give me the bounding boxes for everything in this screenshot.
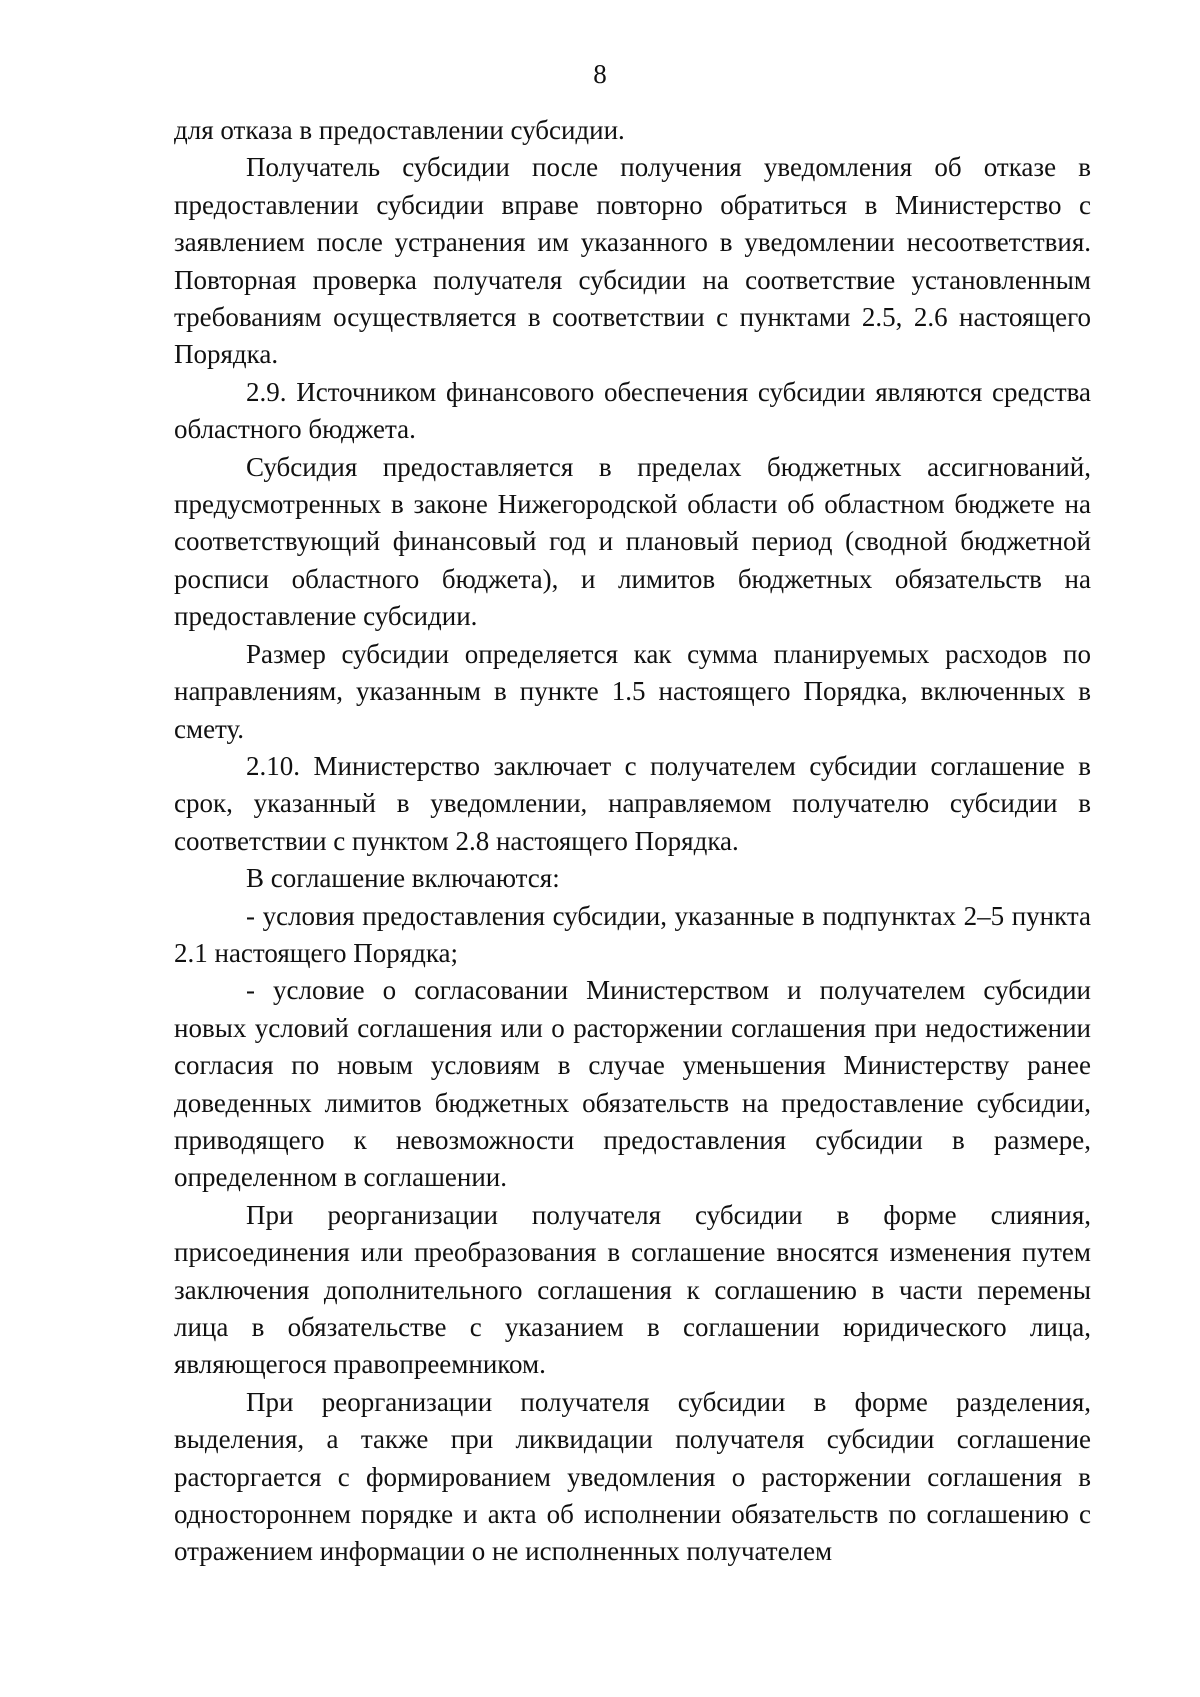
document-body — [174, 112, 1091, 1571]
paragraph-budget-limits: Субсидия предоставляется в пределах бюджетных ассигнований, предусмотренных в законе Нижегородской области об областном бюджете на соответствующий финансовый год и плановый период (сводной бюджетной росписи областного бюджета), и лимитов бюджетных обязательств на предоставление субсидии. — [174, 451, 1091, 632]
paragraph-repeat-application: Получатель субсидии после получения уведомления об отказе в предоставлении субсидии вправе повторно обратиться в Министерство с заявлением после устранения им указанного в уведомлении несоответствия. Повторная проверка получателя субсидии на соответствие установленным требованиям осуществляется в соответствии с пунктами 2.5, 2.6 настоящего Порядка. — [174, 152, 1091, 370]
paragraph-2-9-funding-source: 2.9. Источником финансового обеспечения субсидии являются средства областного бюджета. — [174, 376, 1091, 445]
paragraph-2-10-agreement: 2.10. Министерство заключает с получателем субсидии соглашение в срок, указанный в уведомлении, направляемом получателю субсидии в соответствии с пунктом 2.8 настоящего Порядка. — [174, 750, 1091, 856]
paragraph-continuation: для отказа в предоставлении субсидии. — [174, 115, 625, 145]
paragraph-subsidy-amount: Размер субсидии определяется как сумма планируемых расходов по направлениям, указанным в пункте 1.5 настоящего Порядка, включенных в смету. — [174, 638, 1091, 744]
page-number: 8 — [593, 59, 607, 89]
list-item-conditions: - условия предоставления субсидии, указанные в подпунктах 2–5 пункта 2.1 настоящего Порядка; — [174, 900, 1091, 968]
paragraph-agreement-includes: В соглашение включаются: — [246, 863, 560, 894]
list-item-new-conditions: - условие о согласовании Министерством и получателем субсидии новых условий соглашения или о расторжении соглашения при недостижении согласия по новым условиям в случае уменьшения Министерству ранее доведенных лимитов бюджетных обязательств на предоставление субсидии, приводящего к невозможности предоставления субсидии в размере, определенном в соглашении. — [174, 975, 1091, 1193]
paragraph-reorganization-merger: При реорганизации получателя субсидии в форме слияния, присоединения или преобразования в соглашение вносятся изменения путем заключения дополнительного соглашения к соглашению в части перемены лица в обязательстве с указанием в соглашении юридического лица, являющегося правопреемником. — [174, 1199, 1091, 1380]
paragraph-reorganization-division: При реорганизации получателя субсидии в форме разделения, выделения, а также при ликвидации получателя субсидии соглашение расторгается с формированием уведомления о расторжении соглашения в одностороннем порядке и акта об исполнении обязательств по соглашению с отражением информации о не исполненных получателем — [174, 1386, 1091, 1567]
